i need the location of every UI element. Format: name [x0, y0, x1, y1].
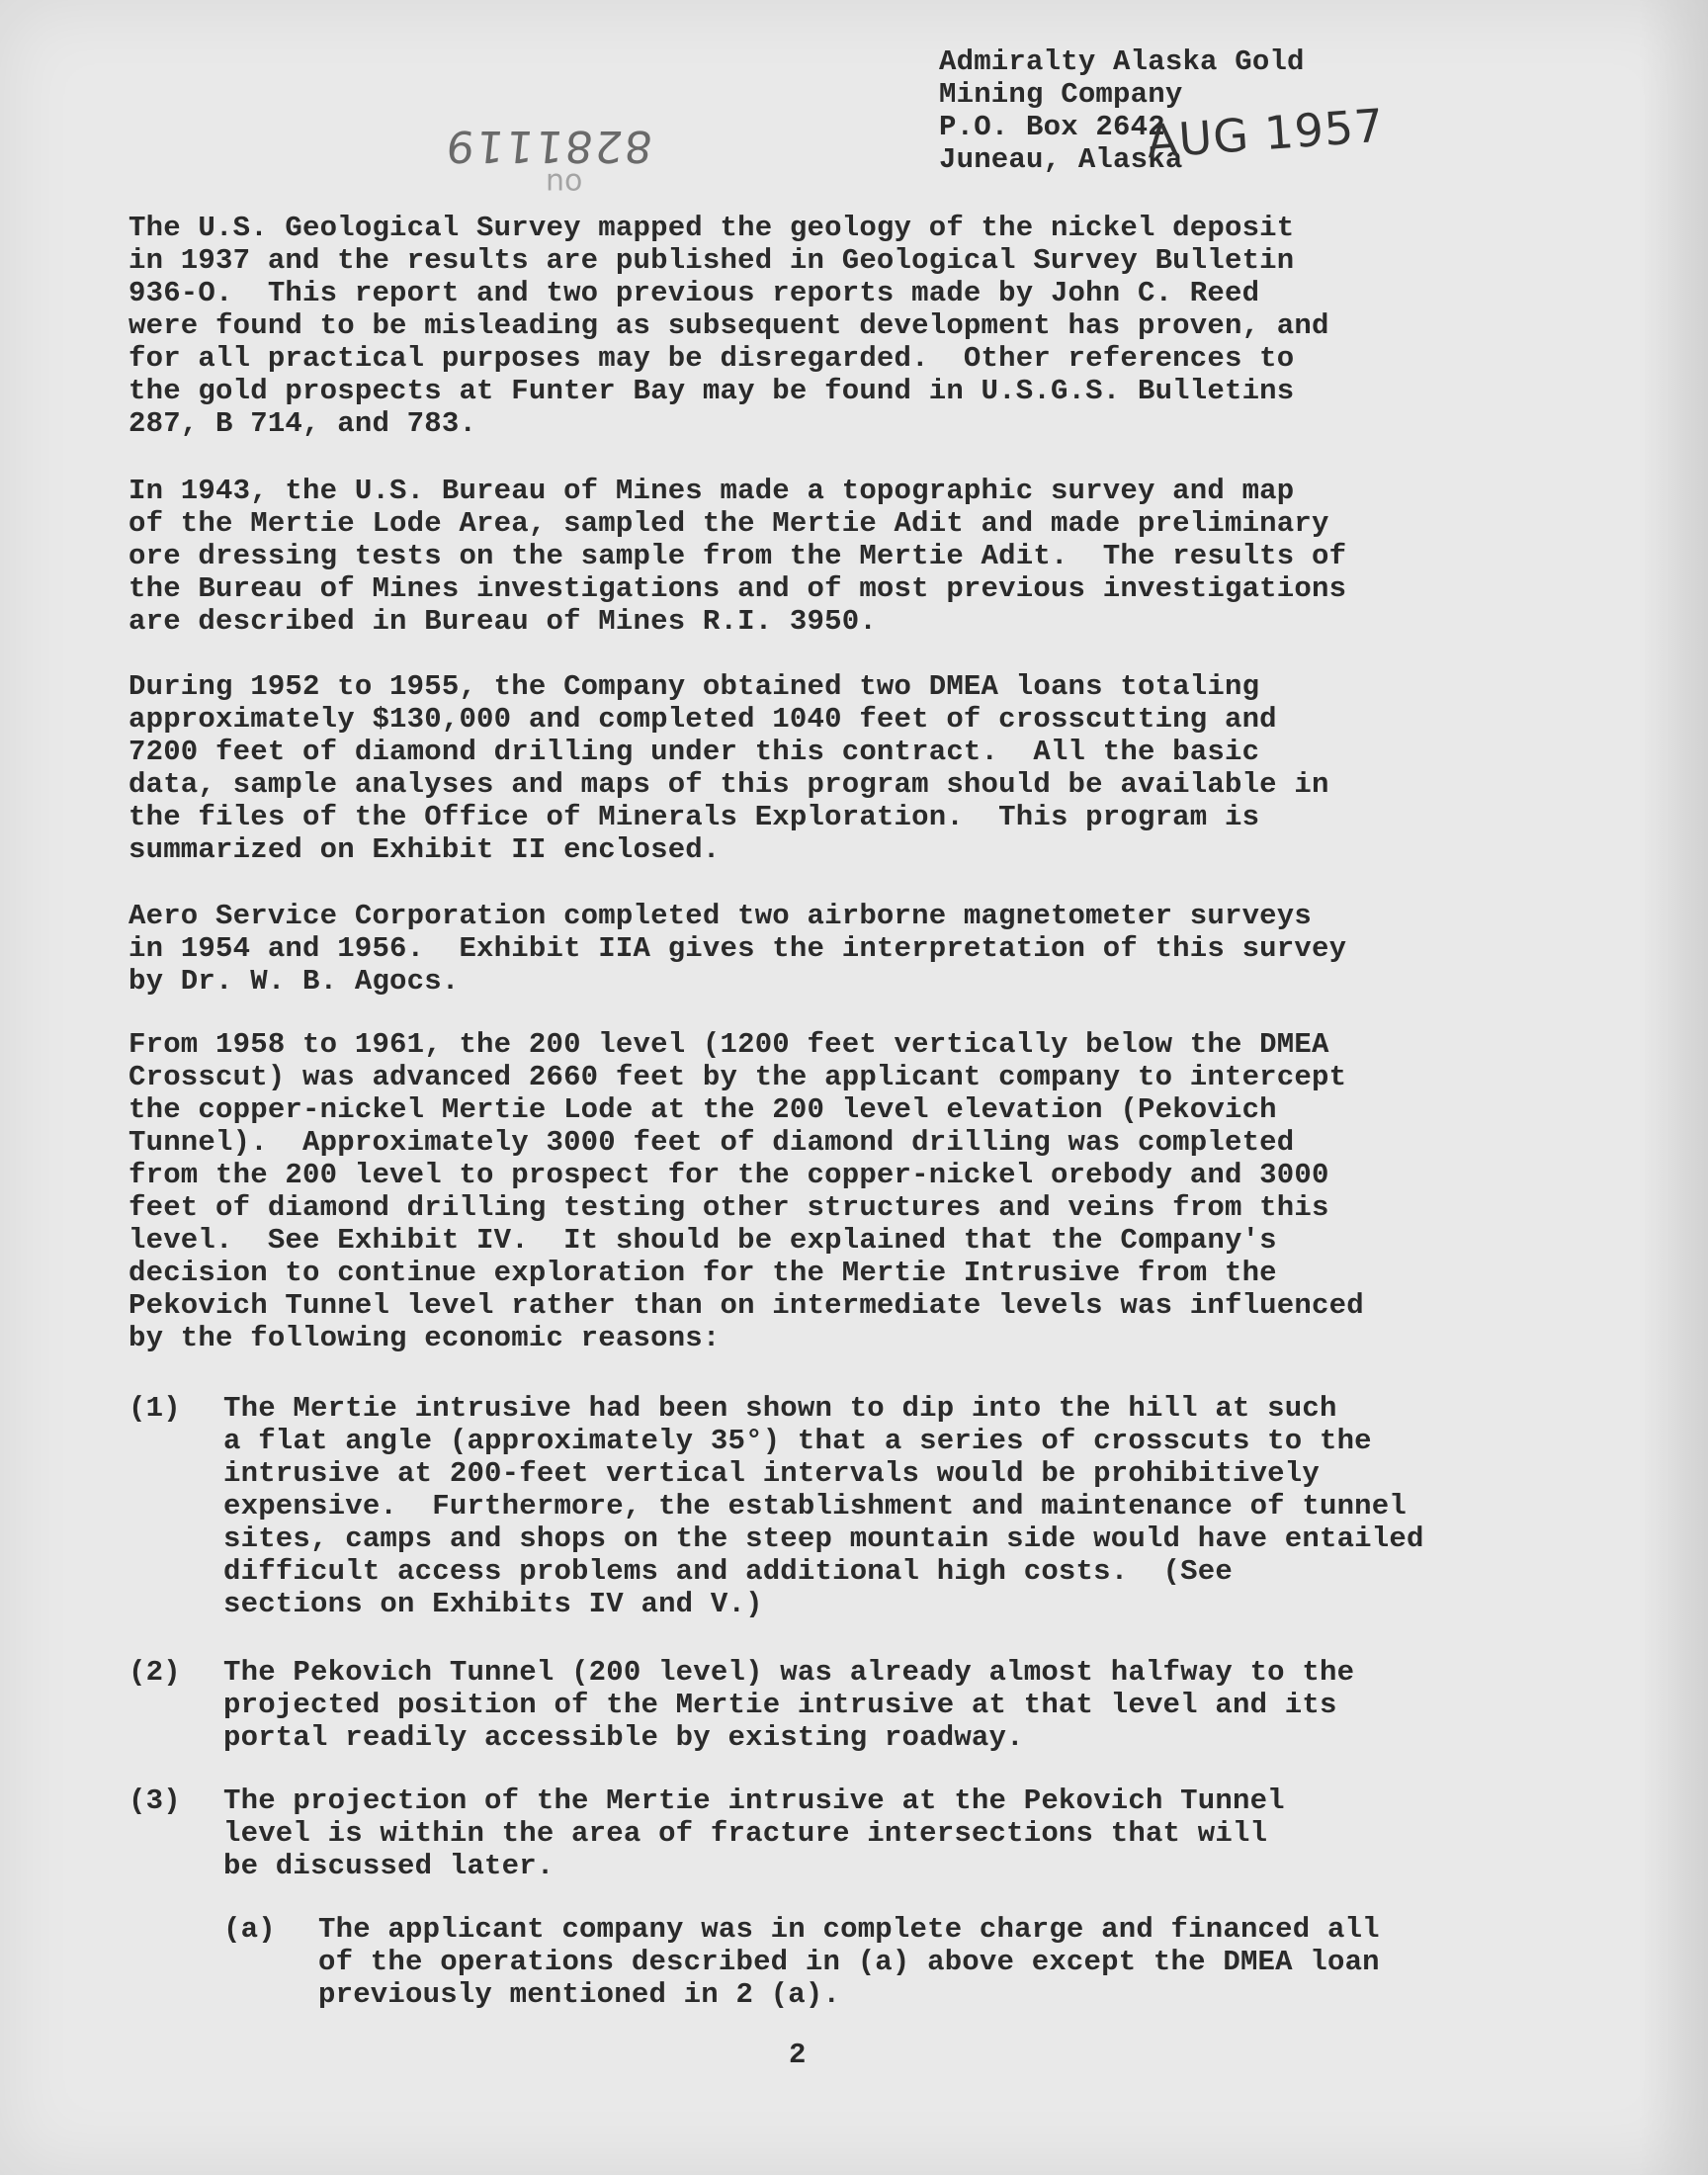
- list-item-3-text: The projection of the Mertie intrusive at the Pekovich Tunnel level is within the area of fracture intersections that will be discussed later.: [223, 1784, 1285, 1882]
- list-subitem-a-text: The applicant company was in complete charge and financed all of the operations described in (a) above except the DMEA loan previously mentioned in 2 (a).: [318, 1913, 1380, 2011]
- list-item-1-marker: (1): [128, 1392, 181, 1425]
- letterhead-company-line2: Mining Company: [939, 78, 1183, 111]
- handwritten-sub-mark: ou: [546, 166, 583, 201]
- paragraph-geological-survey: The U.S. Geological Survey mapped the geology of the nickel deposit in 1937 and the results are published in Geological Survey Bulletin 936-O. This report and two previous reports made by John C. Reed were found to be misleading as subsequent development has proven, and for all practical purposes may be disregarded. Other references to the gold prospects at Funter Bay may be found in U.S.G.S. Bulletins 287, B 714, and 783.: [128, 212, 1329, 440]
- list-item-2-marker: (2): [128, 1656, 181, 1689]
- paragraph-200-level: From 1958 to 1961, the 200 level (1200 feet vertically below the DMEA Crosscut) was advanced 2660 feet by the applicant company to intercept the copper-nickel Mertie Lode at the 200 level elevation (Pekovich Tunnel). Approximately 3000 feet of diamond drilling was completed from the 200 level to prospect for the copper-nickel orebody and 3000 feet of diamond drilling testing other structures and veins from this level. See Exhibit IV. It should be explained that the Company's decision to continue exploration for the Mertie Intrusive from the Pekovich Tunnel level rather than on intermediate levels was influenced by the following economic reasons:: [128, 1028, 1364, 1354]
- paragraph-dmea-loans: During 1952 to 1955, the Company obtained two DMEA loans totaling approximately $130,000 and completed 1040 feet of crosscutting and 7200 feet of diamond drilling under this contract. All the basic data, sample analyses and maps of this program should be available in the files of the Office of Minerals Exploration. This program is summarized on Exhibit II enclosed.: [128, 670, 1329, 866]
- paragraph-aero-service: Aero Service Corporation completed two airborne magnetometer surveys in 1954 and 1956. Exhibit IIA gives the interpretation of this survey by Dr. W. B. Agocs.: [128, 900, 1347, 998]
- letterhead-city: Juneau, Alaska: [939, 143, 1183, 176]
- page-number: 2: [789, 2039, 807, 2071]
- letterhead-company-line1: Admiralty Alaska Gold: [939, 45, 1305, 78]
- list-item-2-text: The Pekovich Tunnel (200 level) was already almost halfway to the projected position of the Mertie intrusive at that level and its portal readily accessible by existing roadway.: [223, 1656, 1355, 1754]
- list-item-3-marker: (3): [128, 1784, 181, 1817]
- handwritten-number-stamp: 8281119: [442, 121, 655, 171]
- list-item-1-text: The Mertie intrusive had been shown to dip into the hill at such a flat angle (approximately 35°) that a series of crosscuts to the intrusive at 200-feet vertical intervals would be prohibitively expensive. Furthermore, the establishment and maintenance of tunnel sites, camps and shops on the steep mountain side would have entailed difficult access problems and additional high costs. (See sections on Exhibits IV and V.): [223, 1392, 1424, 1620]
- list-subitem-a-marker: (a): [223, 1913, 276, 1946]
- date-received-stamp: AUG 1957: [1145, 98, 1387, 169]
- page-edge-shadow: [1639, 0, 1708, 2175]
- letterhead-po-box: P.O. Box 2642: [939, 111, 1165, 143]
- paragraph-bureau-of-mines: In 1943, the U.S. Bureau of Mines made a topographic survey and map of the Mertie Lode Area, sampled the Mertie Adit and made preliminary ore dressing tests on the sample from the Mertie Adit. The results of the Bureau of Mines investigations and of most previous investigations are described in Bureau of Mines R.I. 3950.: [128, 475, 1347, 638]
